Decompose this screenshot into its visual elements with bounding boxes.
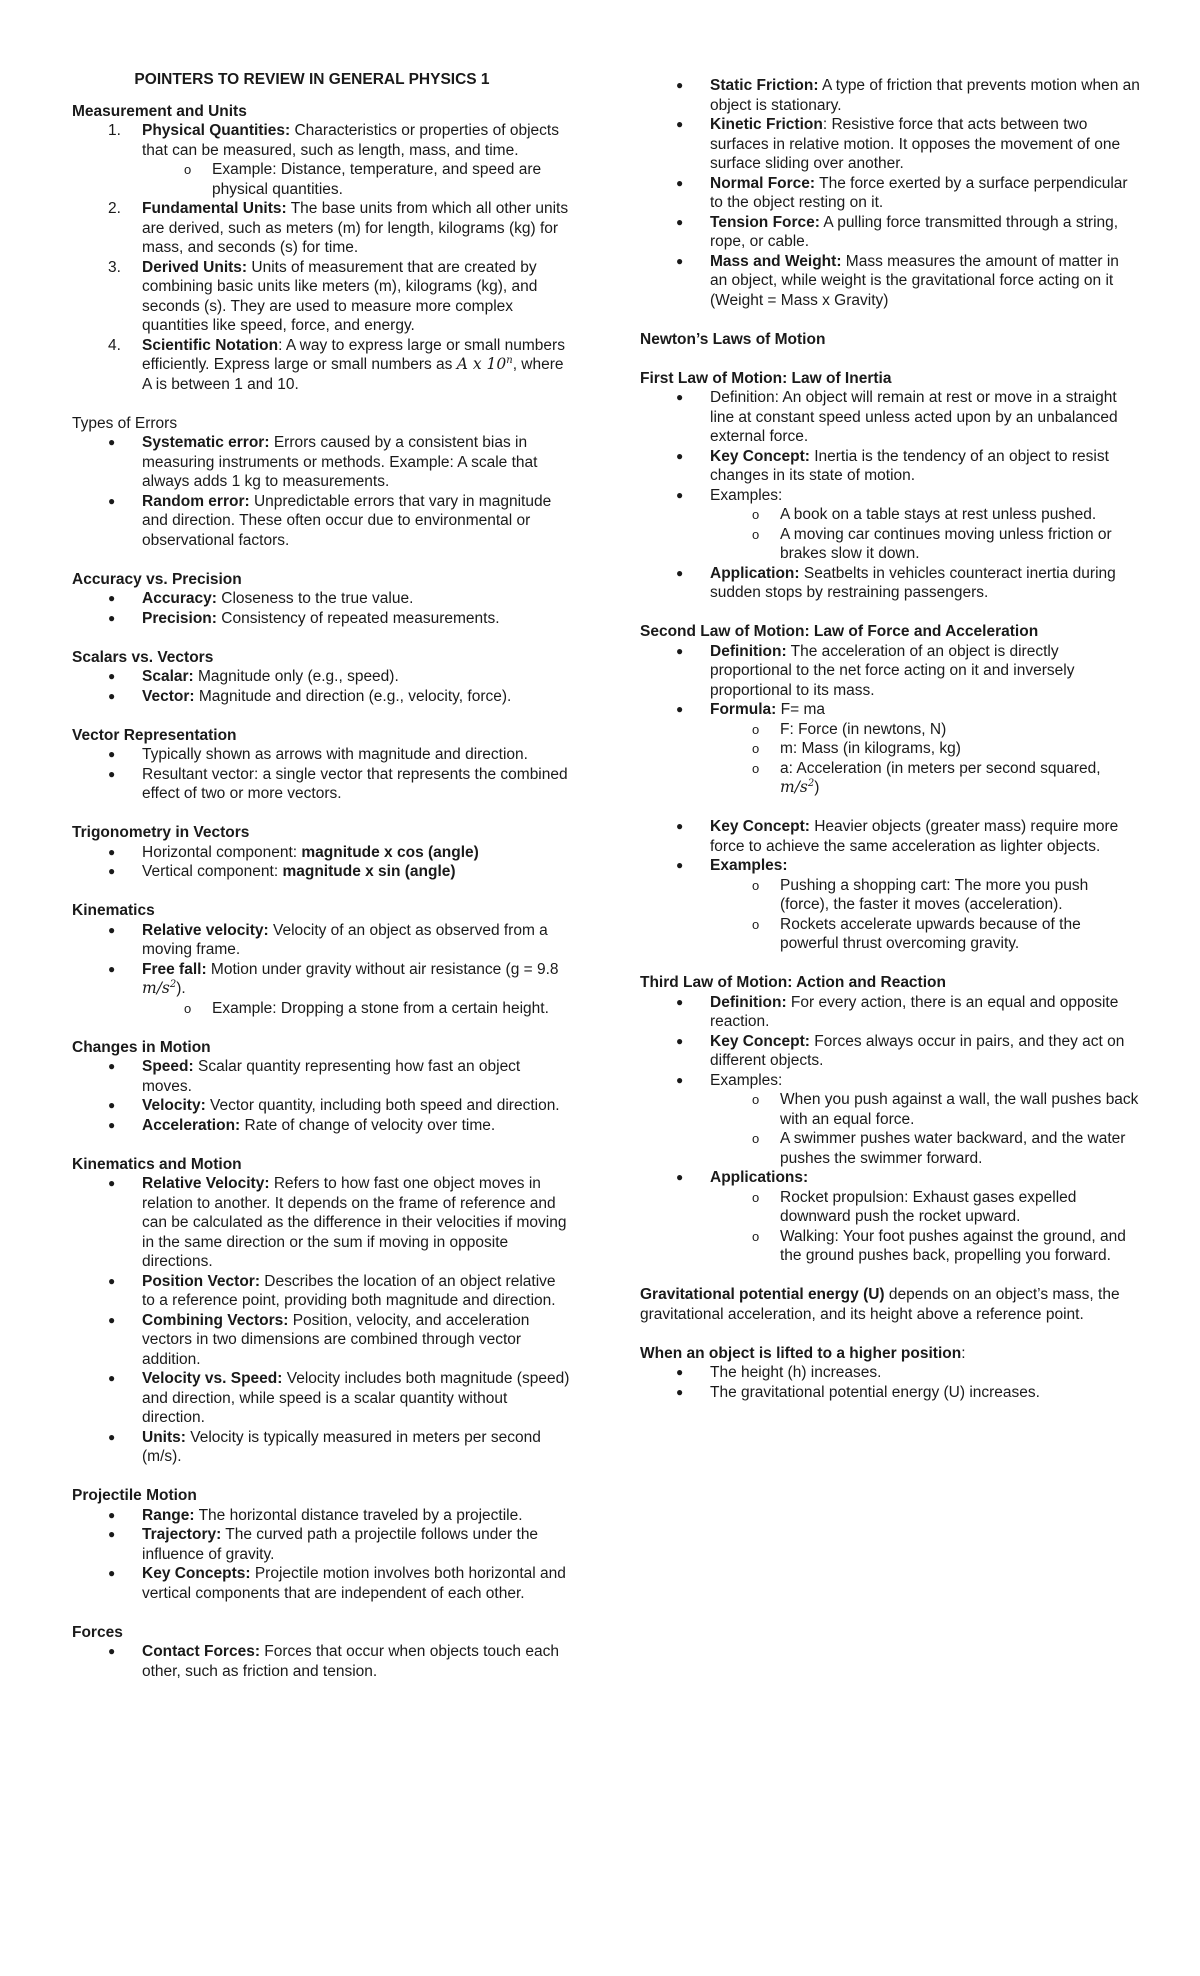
list-item: ● Applications:	[676, 1169, 809, 1186]
item-number: 1.	[108, 122, 121, 139]
list-item: ● Free fall: Motion under gravity without air resistance (g = 9.8 $m/s^2$).	[108, 960, 559, 997]
bullet-icon: ●	[676, 1170, 684, 1184]
circle-bullet-icon: o	[752, 1189, 760, 1205]
gpe-paragraph: Gravitational potential energy (U) depends on an object’s mass, the gravitational acceleration, and its height above a reference point.	[640, 1286, 1120, 1323]
section-heading-first-law: First Law of Motion: Law of Inertia	[640, 369, 892, 387]
sub-list-item: o A book on a table stays at rest unless pushed.	[752, 506, 1097, 523]
measurement-list	[72, 121, 572, 394]
list-item: ● Range: The horizontal distance traveled by a projectile.	[108, 1506, 523, 1524]
section-heading-trigonometry: Trigonometry in Vectors	[72, 824, 250, 841]
bullet-icon: ●	[108, 844, 116, 859]
trig-list	[72, 843, 572, 882]
list-item: ● Random error: Unpredictable errors that vary in magnitude and direction. These often occur due to environmental or observational factors.	[108, 492, 552, 549]
section-heading-second-law: Second Law of Motion: Law of Force and Acceleration	[640, 623, 1039, 640]
list-item: ● Combining Vectors: Position, velocity, and acceleration vectors in two dimensions are combined through vector addition.	[108, 1311, 530, 1368]
first-law-list	[640, 388, 1140, 603]
bullet-icon: ●	[108, 922, 116, 937]
bullet-icon: ●	[676, 565, 684, 580]
circle-bullet-icon: o	[752, 741, 760, 756]
changes-list	[72, 1057, 572, 1135]
circle-bullet-icon: o	[752, 1131, 760, 1146]
sub-list-item: o A swimmer pushes water backward, and the water pushes the swimmer forward.	[752, 1130, 1126, 1167]
list-item: ● Application: Seatbelts in vehicles counteract inertia during sudden stops by restraining passengers.	[676, 564, 1116, 601]
bullet-icon: ●	[108, 1527, 116, 1541]
bullet-icon: ●	[108, 1371, 116, 1385]
errors-list	[72, 433, 572, 550]
section-heading-projectile: Projectile Motion	[72, 1487, 197, 1504]
bullet-icon: ●	[676, 994, 684, 1009]
math-expression: m/s	[142, 979, 170, 997]
accuracy-list	[72, 589, 572, 628]
circle-bullet-icon: o	[752, 916, 760, 932]
list-item: ● Normal Force: The force exerted by a surface perpendicular to the object resting on it.	[676, 174, 1128, 211]
sub-list-item: o Pushing a shopping cart: The more you push (force), the faster it moves (acceleration).	[752, 876, 1089, 913]
bullet-icon: ●	[676, 819, 684, 833]
list-item: 4. Scientific Notation: A way to express large or small numbers efficiently. Express large or small numbers as A x 10$^n$, where A is between 1 and 10.	[108, 336, 565, 393]
item-number: 4.	[108, 336, 121, 354]
bullet-icon: ●	[108, 1644, 116, 1658]
left-column	[72, 70, 572, 1681]
section-heading-kinematics-motion: Kinematics and Motion	[72, 1155, 242, 1173]
bullet-icon: ●	[676, 390, 684, 404]
list-item: ● Systematic error: Errors caused by a consistent bias in measuring instruments or methods. Example: A scale that always adds 1 kg to measurements.	[108, 434, 538, 490]
section-heading-newton: Newton’s Laws of Motion	[640, 330, 826, 348]
bullet-icon: ●	[108, 688, 116, 703]
list-item: 1. Physical Quantities: Characteristics or properties of objects that can be measured, such as length, mass, and time.	[108, 122, 559, 159]
bullet-icon: ●	[108, 610, 116, 625]
list-item: ● Relative Velocity: Refers to how fast one object moves in relation to another. It depends on the frame of reference and can be calculated as the difference in their velocities if moving in the same direction or the sum if moving in opposite directions.	[108, 1175, 567, 1270]
list-item: ● The gravitational potential energy (U) increases.	[676, 1383, 1040, 1401]
sub-list-item: o Example: Distance, temperature, and speed are physical quantities.	[184, 161, 542, 198]
right-column	[640, 76, 1140, 1402]
list-item: ● Speed: Scalar quantity representing how fast an object moves.	[108, 1058, 521, 1095]
section-heading-scalars: Scalars vs. Vectors	[72, 648, 214, 666]
list-item: ● Typically shown as arrows with magnitude and direction.	[108, 746, 528, 763]
list-item: ● Vertical component: magnitude x sin (angle)	[108, 863, 456, 880]
lifted-heading: When an object is lifted to a higher position:	[640, 1344, 966, 1362]
list-item: ● Precision: Consistency of repeated measurements.	[108, 609, 500, 627]
bullet-icon: ●	[676, 214, 684, 229]
list-item: ● Resultant vector: a single vector that represents the combined effect of two or more vectors.	[108, 765, 568, 802]
list-item: ● Contact Forces: Forces that occur when objects touch each other, such as friction and tension.	[108, 1643, 559, 1680]
list-item: ● Examples:	[676, 486, 783, 504]
scalars-list	[72, 667, 572, 706]
list-item: ● Static Friction: A type of friction that prevents motion when an object is stationary.	[676, 77, 1140, 114]
list-item: ● Horizontal component: magnitude x cos (angle)	[108, 843, 479, 861]
bullet-icon: ●	[108, 747, 116, 761]
list-item: 2. Fundamental Units: The base units from which all other units are derived, such as meters (m) for length, kilograms (kg) for mass, and seconds (s) for time.	[108, 200, 569, 256]
sub-list-item: o F: Force (in newtons, N)	[752, 720, 947, 738]
list-item: ● Key Concept: Inertia is the tendency of an object to resist changes in its state of motion.	[676, 447, 1109, 484]
forces-continued-list	[640, 76, 1140, 310]
list-item: ● Examples:	[676, 1071, 783, 1089]
bullet-icon: ●	[108, 493, 116, 508]
list-item: ● Key Concepts: Projectile motion involves both horizontal and vertical components that are independent of each other.	[108, 1565, 566, 1602]
bullet-icon: ●	[676, 253, 684, 268]
bullet-icon: ●	[108, 1176, 116, 1190]
list-item: ● Trajectory: The curved path a projectile follows under the influence of gravity.	[108, 1526, 539, 1563]
list-item: ● Key Concept: Forces always occur in pairs, and they act on different objects.	[676, 1032, 1125, 1069]
section-heading-vector-representation: Vector Representation	[72, 726, 237, 744]
sub-list-item: o a: Acceleration (in meters per second squared, $m/s^2$)	[752, 759, 1101, 796]
list-item: ● Formula: F= ma	[676, 701, 825, 718]
bullet-icon: ●	[108, 1507, 116, 1522]
list-item: ● Mass and Weight: Mass measures the amount of matter in an object, while weight is the gravitational force acting on it (Weight = Mass x Gravity)	[676, 252, 1119, 309]
bullet-icon: ●	[108, 1098, 116, 1112]
bullet-icon: ●	[676, 448, 684, 463]
bullet-icon: ●	[676, 78, 684, 92]
bullet-icon: ●	[676, 1072, 684, 1087]
circle-bullet-icon: o	[752, 760, 760, 776]
list-item: ● Accuracy: Closeness to the true value.	[108, 590, 414, 607]
bullet-icon: ●	[108, 961, 116, 976]
second-law-list-continued	[640, 817, 1140, 954]
bullet-icon: ●	[108, 1312, 116, 1327]
sub-list-item: o m: Mass (in kilograms, kg)	[752, 740, 961, 757]
list-item: ● Tension Force: A pulling force transmitted through a string, rope, or cable.	[676, 213, 1119, 250]
sub-list-item: o Rocket propulsion: Exhaust gases expelled downward push the rocket upward.	[752, 1188, 1077, 1225]
list-item: ● Definition: An object will remain at rest or move in a straight line at constant speed unless acted upon by an unbalanced external force.	[676, 389, 1118, 445]
projectile-list	[72, 1506, 572, 1604]
section-heading-third-law: Third Law of Motion: Action and Reaction	[640, 974, 946, 991]
document-title: POINTERS TO REVIEW IN GENERAL PHYSICS 1	[134, 71, 490, 88]
bullet-icon: ●	[676, 1365, 684, 1379]
list-item: ● The height (h) increases.	[676, 1364, 882, 1381]
sub-list-item: o Walking: Your foot pushes against the ground, and the ground pushes back, propelling you forward.	[752, 1227, 1126, 1264]
item-number: 2.	[108, 200, 121, 217]
bullet-icon: ●	[676, 487, 684, 502]
sub-list-item: o When you push against a wall, the wall pushes back with an equal force.	[752, 1091, 1139, 1128]
circle-bullet-icon: o	[752, 1228, 760, 1244]
circle-bullet-icon: o	[752, 507, 760, 522]
section-heading-measurement: Measurement and Units	[72, 102, 247, 120]
sub-list-item: o Rockets accelerate upwards because of the powerful thrust overcoming gravity.	[752, 915, 1081, 952]
circle-bullet-icon: o	[752, 877, 760, 893]
third-law-list	[640, 993, 1140, 1266]
bullet-icon: ●	[108, 766, 116, 781]
vectorrep-list	[72, 745, 572, 804]
bullet-icon: ●	[108, 1566, 116, 1580]
section-heading-errors: Types of Errors	[72, 414, 178, 432]
list-item: ● Position Vector: Describes the location of an object relative to a reference point, providing both magnitude and direction.	[108, 1272, 556, 1309]
bullet-icon: ●	[676, 175, 684, 190]
list-item: ● Velocity vs. Speed: Velocity includes both magnitude (speed) and direction, while speed is a scalar quantity without direction.	[108, 1370, 570, 1426]
list-item: ● Relative velocity: Velocity of an object as observed from a moving frame.	[108, 921, 548, 958]
bullet-icon: ●	[108, 1117, 116, 1132]
list-item: ● Definition: The acceleration of an object is directly proportional to the net force acting on it and inversely proportional to its mass.	[676, 642, 1075, 699]
bullet-icon: ●	[108, 1059, 116, 1073]
section-heading-forces: Forces	[72, 1623, 123, 1641]
bullet-icon: ●	[676, 643, 684, 658]
circle-bullet-icon: o	[752, 526, 760, 542]
list-item: ● Definition: For every action, there is an equal and opposite reaction.	[676, 993, 1119, 1030]
bullet-icon: ●	[676, 117, 684, 131]
section-heading-accuracy: Accuracy vs. Precision	[72, 570, 242, 588]
sub-list-item: o Example: Dropping a stone from a certain height.	[184, 999, 549, 1017]
list-item: ● Key Concept: Heavier objects (greater mass) require more force to achieve the same acceleration as lighter objects.	[676, 818, 1119, 855]
forces-list	[72, 1642, 572, 1681]
bullet-icon: ●	[108, 864, 116, 878]
section-heading-kinematics: Kinematics	[72, 902, 155, 919]
lifted-list	[640, 1363, 1140, 1402]
second-law-list	[640, 642, 1140, 798]
circle-bullet-icon: o	[752, 721, 760, 737]
bullet-icon: ●	[108, 1429, 116, 1444]
list-item: ● Acceleration: Rate of change of velocity over time.	[108, 1116, 496, 1134]
list-item: ● Velocity: Vector quantity, including both speed and direction.	[108, 1097, 560, 1114]
section-heading-changes: Changes in Motion	[72, 1038, 211, 1056]
kinmotion-list	[72, 1174, 572, 1467]
bullet-icon: ●	[108, 669, 116, 683]
bullet-icon: ●	[676, 858, 684, 872]
bullet-icon: ●	[676, 1384, 684, 1399]
math-expression: m/s	[780, 778, 808, 796]
list-item: ● Units: Velocity is typically measured in meters per second (m/s).	[108, 1428, 541, 1465]
bullet-icon: ●	[108, 591, 116, 605]
circle-bullet-icon: o	[184, 162, 192, 177]
item-number: 3.	[108, 258, 121, 276]
bullet-icon: ●	[108, 1273, 116, 1288]
kinematics-list	[72, 921, 572, 1019]
list-item: ● Scalar: Magnitude only (e.g., speed).	[108, 668, 399, 685]
bullet-icon: ●	[676, 1033, 684, 1048]
math-expression: A x 10	[456, 355, 507, 373]
circle-bullet-icon: o	[184, 1000, 192, 1016]
list-item: 3. Derived Units: Units of measurement that are created by combining basic units like meters (m), kilograms (kg), and seconds (s). They are used to measure more complex quantities like speed, force, and energy.	[108, 258, 538, 334]
bullet-icon: ●	[108, 435, 116, 449]
list-item: ● Examples:	[676, 857, 788, 874]
bullet-icon: ●	[676, 702, 684, 716]
sub-list-item: o A moving car continues moving unless friction or brakes slow it down.	[752, 525, 1112, 562]
list-item: ● Kinetic Friction: Resistive force that acts between two surfaces in relative motion. It opposes the movement of one surface sliding over another.	[676, 116, 1121, 172]
list-item: ● Vector: Magnitude and direction (e.g., velocity, force).	[108, 687, 512, 705]
circle-bullet-icon: o	[752, 1092, 760, 1107]
